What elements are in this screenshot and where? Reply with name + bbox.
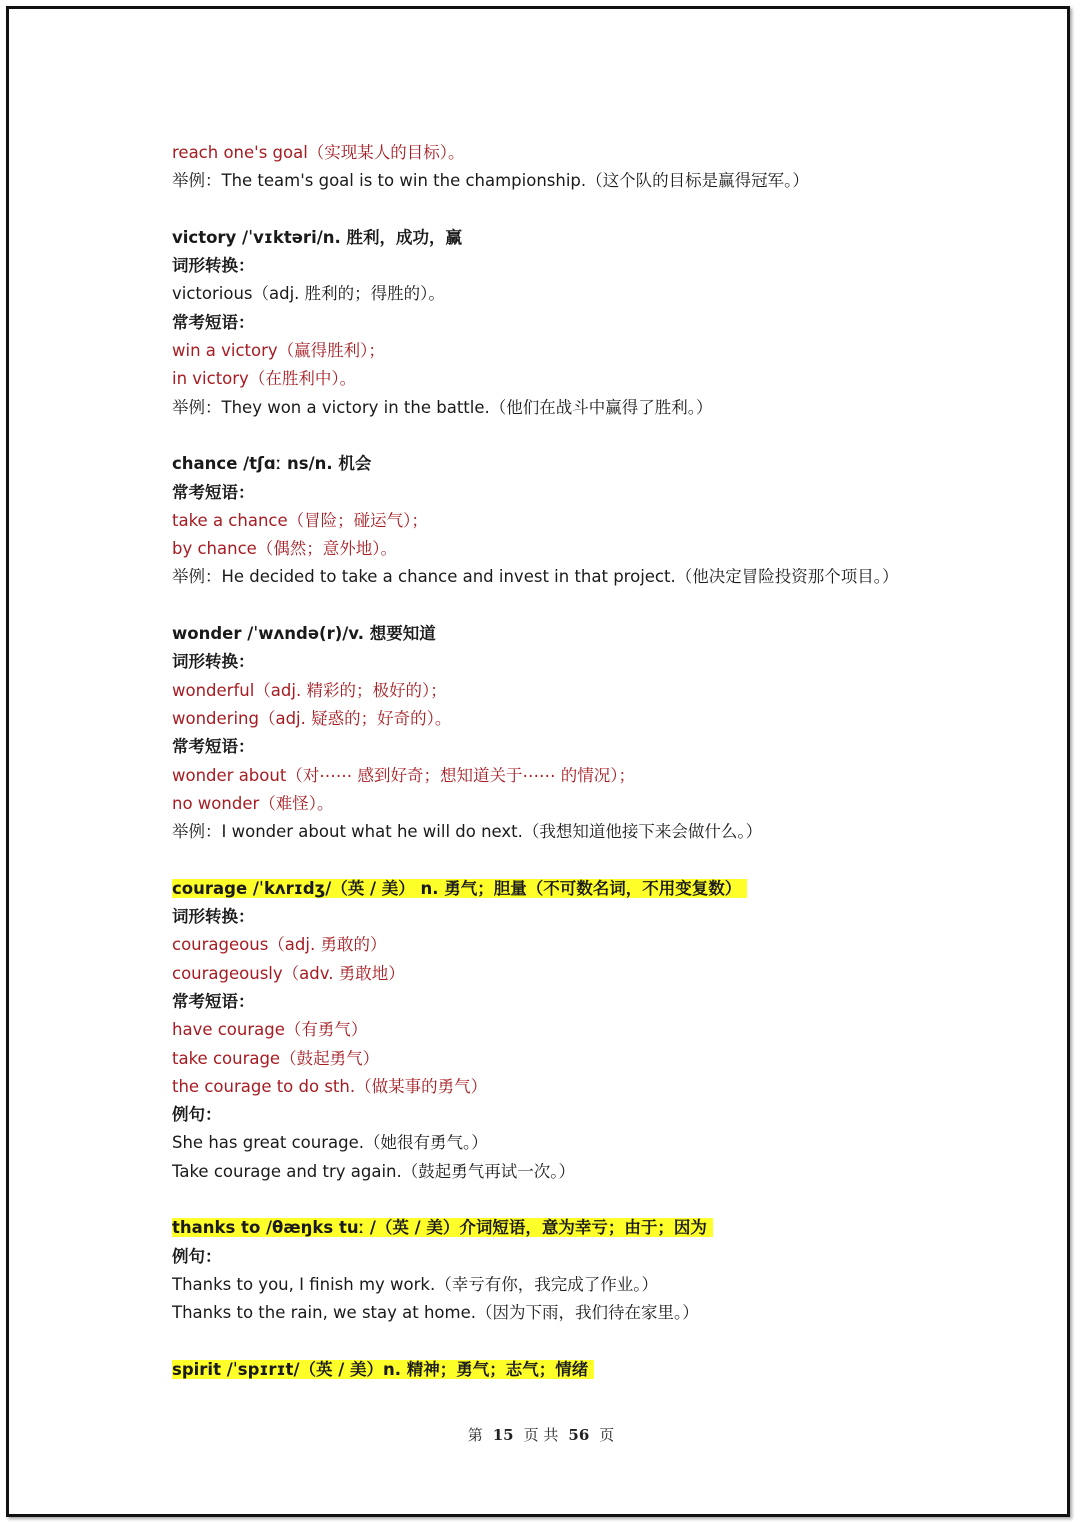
label-common-phrases: 常考短语： [172, 312, 255, 332]
phrase-in-victory: in victory（在胜利中）。 [172, 369, 357, 389]
example-goal: 举例：The team's goal is to win the championship.（这个队的目标是赢得冠军。） [172, 171, 809, 191]
example-courage-1: She has great courage.（她很有勇气。） [172, 1133, 488, 1153]
headword-chance: chance /tʃɑː ns/n. 机会 [172, 454, 372, 474]
label-word-forms: 词形转换： [172, 907, 255, 927]
label-common-phrases: 常考短语： [172, 991, 255, 1011]
form-courageously: courageously（adv. 勇敢地） [172, 963, 405, 983]
example-chance: 举例：He decided to take a chance and invest in that project.（他决定冒险投资那个项目。） [172, 567, 899, 587]
document-page [6, 6, 1070, 1517]
form-wonderful: wonderful（adj. 精彩的；极好的）； [172, 680, 447, 700]
example-victory: 举例：They won a victory in the battle.（他们在战斗中赢得了胜利。） [172, 397, 713, 417]
spacer [172, 1186, 1042, 1214]
phrase-take-a-chance: take a chance（冒险；碰运气）； [172, 510, 428, 530]
footer-prefix: 第 [467, 1426, 483, 1444]
current-page-number: 15 [492, 1426, 514, 1444]
headword-spirit-row [172, 1356, 1042, 1384]
label-examples: 例句： [172, 1246, 222, 1266]
phrase-wonder-about: wonder about（对⋯⋯ 感到好奇；想知道关于⋯⋯ 的情况）； [172, 765, 636, 785]
footer-suffix: 页 [599, 1426, 615, 1444]
phrase-reach-ones-goal: reach one's goal（实现某人的目标）。 [172, 143, 465, 162]
spacer [172, 846, 1042, 874]
phrase-take-courage: take courage（鼓起勇气） [172, 1048, 380, 1068]
spacer [172, 196, 1042, 224]
spacer [172, 592, 1042, 620]
headword-victory: victory /ˈvɪktəri/n. 胜利，成功，赢 [172, 227, 463, 247]
headword-thanks-to-row [172, 1214, 1042, 1242]
phrase-courage-to-do: the courage to do sth.（做某事的勇气） [172, 1076, 488, 1096]
headword-wonder: wonder /ˈwʌndə(r)/v. 想要知道 [172, 624, 436, 644]
headword-spirit: spirit /ˈspɪrɪt/（英 / 美）n. 精神；勇气；志气；情绪 [172, 1360, 594, 1379]
form-courageous: courageous（adj. 勇敢的） [172, 935, 387, 955]
label-word-forms: 词形转换： [172, 652, 255, 672]
phrase-by-chance: by chance（偶然；意外地）。 [172, 539, 398, 559]
phrase-no-wonder: no wonder（难怪）。 [172, 793, 334, 813]
phrase-win-a-victory: win a victory（赢得胜利）； [172, 341, 385, 361]
form-victorious: victorious（adj. 胜利的；得胜的）。 [172, 284, 445, 304]
example-courage-2: Take courage and try again.（鼓起勇气再试一次。） [172, 1161, 575, 1181]
example-thanks-to-1: Thanks to you, I finish my work.（幸亏有你，我完成了作业。） [172, 1274, 658, 1294]
label-common-phrases: 常考短语： [172, 737, 255, 757]
example-wonder: 举例：I wonder about what he will do next.（我想知道他接下来会做什么。） [172, 822, 763, 842]
spacer [172, 1327, 1042, 1355]
headword-thanks-to: thanks to /θæŋks tuː /（英 / 美）介词短语，意为幸亏；由于；因为 [172, 1218, 713, 1237]
total-pages-number: 56 [568, 1426, 590, 1444]
headword-courage: courage /ˈkʌrɪdʒ/（英 / 美） n. 勇气；胆量（不可数名词，不用变复数） [172, 879, 747, 898]
label-examples: 例句： [172, 1105, 222, 1125]
label-word-forms: 词形转换： [172, 256, 255, 276]
example-thanks-to-2: Thanks to the rain, we stay at home.（因为下雨，我们待在家里。） [172, 1303, 699, 1323]
spacer [172, 422, 1042, 450]
phrase-have-courage: have courage（有勇气） [172, 1020, 368, 1040]
page-footer [9, 1424, 1073, 1445]
label-common-phrases: 常考短语： [172, 482, 255, 502]
page-content [172, 139, 1042, 1384]
headword-courage-row [172, 875, 1042, 903]
footer-middle: 页 共 [523, 1426, 559, 1444]
form-wondering: wondering（adj. 疑惑的；好奇的）。 [172, 708, 452, 728]
